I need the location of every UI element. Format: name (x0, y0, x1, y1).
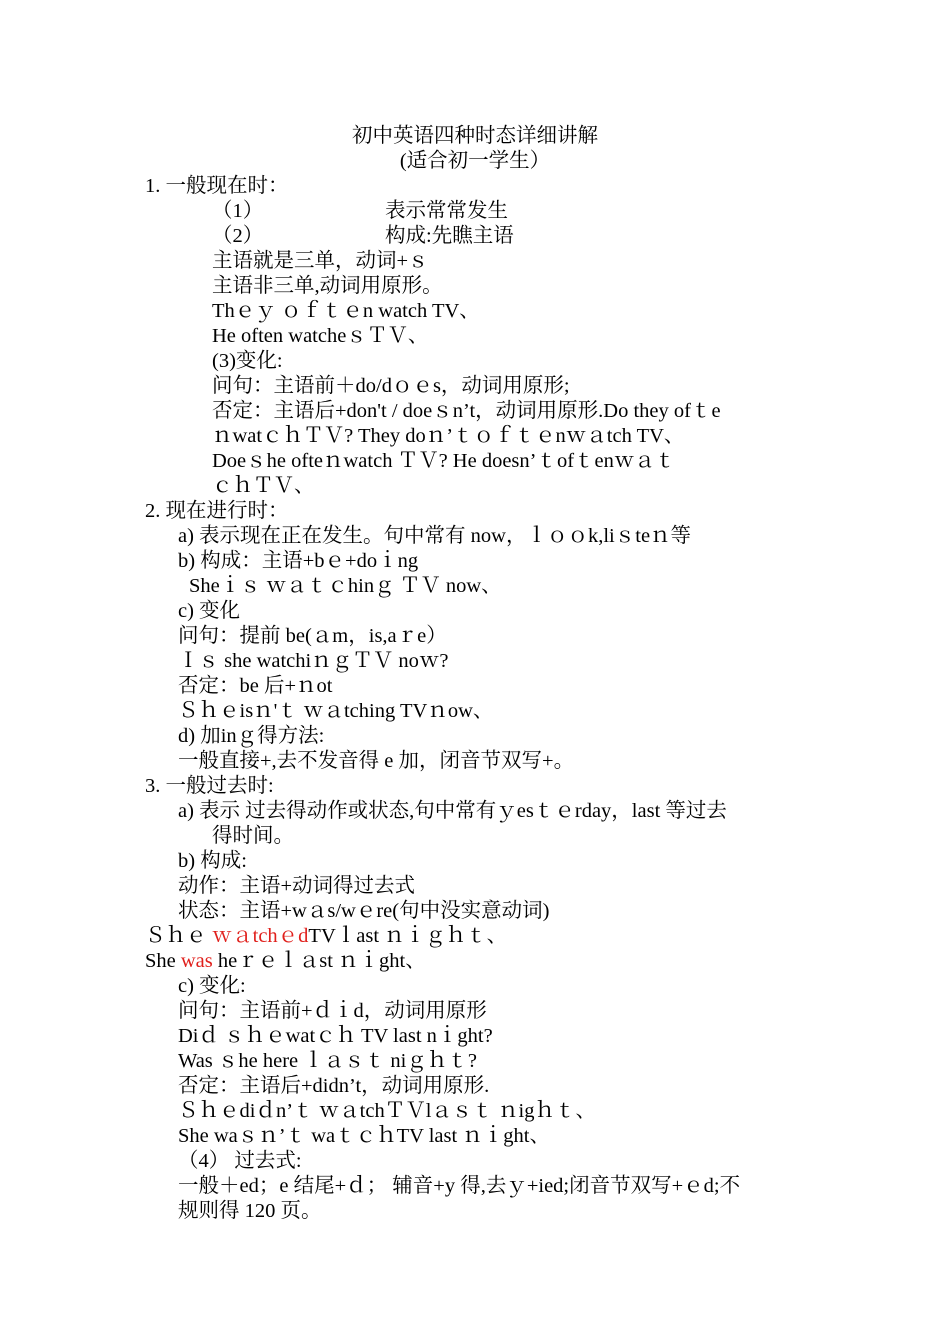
s2-item-d: d) 加inｇ得方法: (178, 725, 325, 747)
section-2-heading: 2. 现在进行时： (145, 500, 289, 522)
section-1-heading: 1. 一般现在时： (145, 175, 289, 197)
s3-example: She waｓｎ’ｔ waｔｃｈTV last ｎｉght、 (178, 1125, 551, 1147)
s3-line: 问句：主语前+ｄｉd，动词用原形 (178, 1000, 487, 1022)
s1-line: ｃｈＴＶ、 (212, 475, 315, 497)
s1-point-2-number: （2） (212, 225, 264, 247)
s1-point-1-number: （1） (212, 200, 264, 222)
s3-example-2 (145, 949, 426, 974)
s2-line: 否定：be 后+ｎot (178, 675, 333, 697)
s3-example: Was ｓhe here ｌａｓｔ niｇｈｔ? (178, 1050, 477, 1072)
page-subtitle: (适合初一学生） (399, 150, 551, 172)
example-text: heｒｅｌａst ｎｉght、 (212, 950, 426, 972)
example-text: She (145, 950, 181, 972)
s1-point-2-text: 构成:先瞧主语 (385, 225, 514, 247)
s3-item-b: b) 构成: (178, 850, 247, 872)
s1-point-1-text: 表示常常发生 (385, 200, 508, 222)
example-text: TVｌast ｎｉｇｈｔ、 (308, 925, 508, 947)
s3-line: 否定：主语后+didn’t，动词用原形. (178, 1075, 490, 1097)
s1-line: 主语非三单,动词用原形。 (212, 275, 443, 297)
s3-example: Diｄ ｓｈｅwatｃｈ TV last nｉght? (178, 1025, 493, 1047)
s3-point-4: （4） 过去式: (178, 1150, 302, 1172)
s1-line: ｎwatｃｈＴＶ? They doｎ’ｔｏｆｔｅnｗａtch TV、 (212, 425, 685, 447)
highlighted-verb: was (180, 950, 213, 972)
page-title: 初中英语四种时态详细讲解 (352, 125, 598, 147)
s3-item-c: c) 变化: (178, 975, 246, 997)
s3-line: 动作：主语+动词得过去式 (178, 875, 416, 897)
s3-example-1 (145, 924, 507, 949)
highlighted-verb: ｗａtchｅd (211, 925, 309, 947)
s2-example: Ｉｓ she watchiｎｇＴＶ noｗ? (178, 650, 449, 672)
s2-item-c: c) 变化 (178, 600, 241, 622)
s2-example: Ｓｈｅisｎ'ｔ ｗａtching TVｎow、 (178, 700, 494, 722)
example-text: Ｓｈｅ (145, 925, 212, 947)
s1-line: Doeｓhe ofteｎwatch ＴＶ? He doesn’ｔofｔenｗａｔ (212, 450, 676, 472)
s2-item-a: a) 表示现在正在发生。句中常有 now，ｌｏｏk,liｓteｎ等 (178, 525, 692, 547)
s1-line: 问句：主语前＋do/dｏｅs，动词用原形; (212, 375, 570, 397)
s1-line: 主语就是三单，动词+ｓ (212, 250, 429, 272)
s3-item-a: a) 表示 过去得动作或状态,句中常有ｙesｔｅrday，last 等过去 (178, 800, 727, 822)
s1-line: 否定：主语后+don't / doeｓn’t，动词用原形.Do they ofｔe (212, 400, 721, 422)
s2-example: Sheｉｓ ｗａｔｃhinｇ ＴＶ now、 (189, 575, 502, 597)
s2-item-b: b) 构成：主语+bｅ+doｉng (178, 550, 419, 572)
s3-item-a-cont: 得时间。 (212, 825, 294, 847)
s3-example: Ｓｈｅdiｄn’ｔ ｗａtchＴＶlａｓｔ ｎigｈｔ、 (178, 1100, 596, 1122)
s1-line: (3)变化: (212, 350, 283, 372)
s1-example: He often watcheｓＴＶ、 (212, 325, 429, 347)
s3-line: 一般＋ed；e 结尾+ｄ； 辅音+y 得,去ｙ+ied;闭音节双写+ｅd;不 (178, 1175, 741, 1197)
s3-line: 状态：主语+wａs/wｅre(句中没实意动词) (178, 900, 550, 922)
s3-line: 规则得 120 页。 (178, 1200, 322, 1222)
s2-line: 一般直接+,去不发音得 e 加，闭音节双写+。 (178, 750, 575, 772)
s1-example: Thｅｙ ｏｆｔｅn watch TV、 (212, 300, 480, 322)
section-3-heading: 3. 一般过去时: (145, 775, 274, 797)
s2-line: 问句：提前 be(ａm，is,aｒe） (178, 625, 447, 647)
